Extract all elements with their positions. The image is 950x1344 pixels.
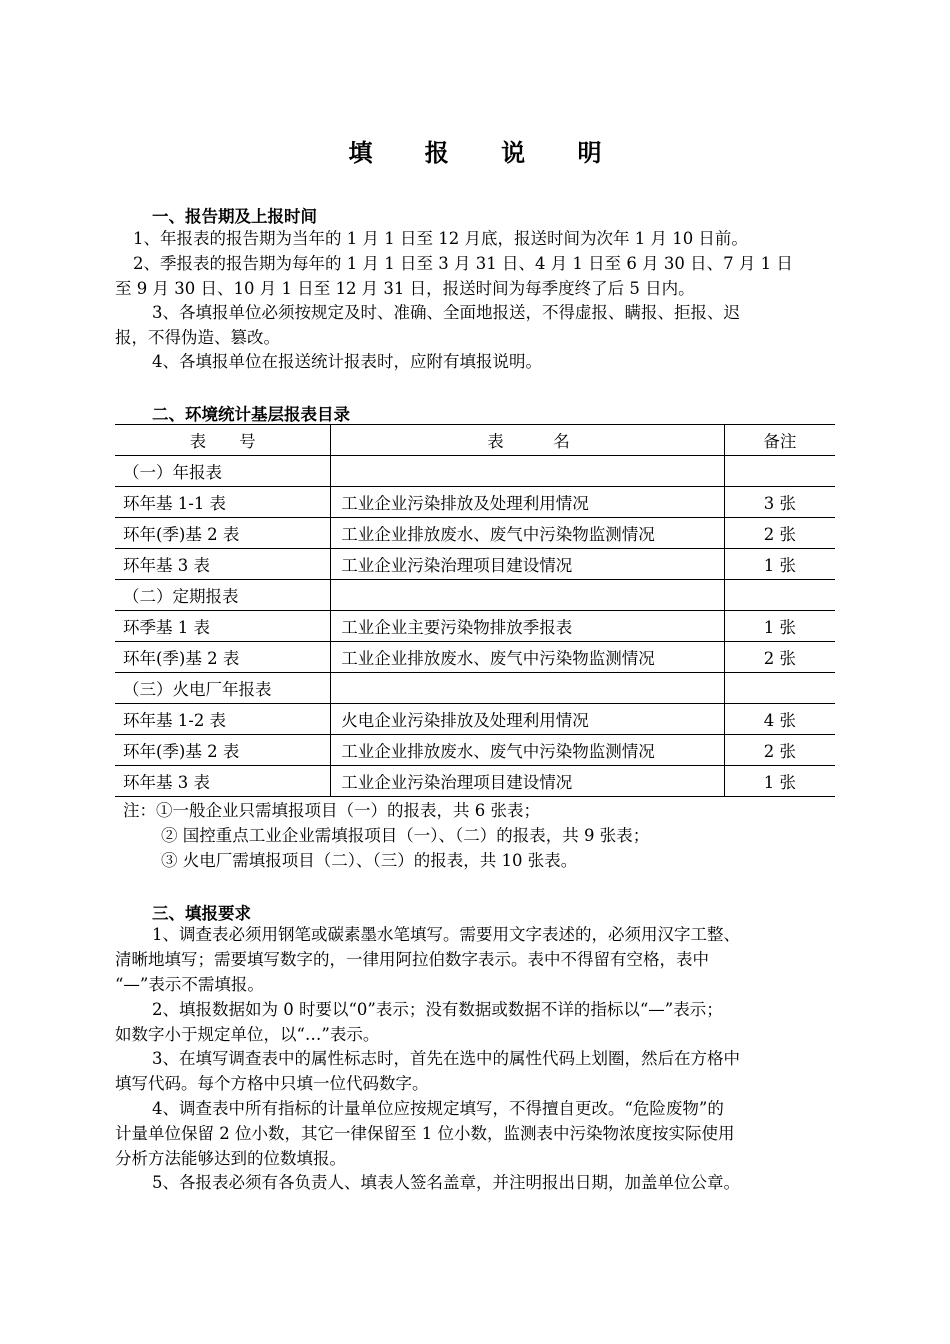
text-line: 3、各填报单位必须按规定及时、准确、全面地报送，不得虚报、瞒报、拒报、迟	[152, 303, 740, 322]
text-line: 清晰地填写；需要填写数字的，一律用阿拉伯数字表示。表中不得留有空格，表中	[115, 950, 709, 969]
section1-item-2	[115, 251, 835, 301]
cell-remark: 2 张	[763, 742, 796, 761]
section3-item-5	[115, 1170, 835, 1195]
cell-form-name: 火电企业污染排放及处理利用情况	[331, 704, 724, 735]
text-line: 如数字小于规定单位，以“…”表示。	[115, 1025, 380, 1044]
table-row	[115, 518, 835, 549]
section1-heading: 一、报告期及上报时间	[152, 207, 317, 226]
cell-form-no: 环年(季)基 2 表	[123, 742, 240, 761]
table-row	[115, 549, 835, 580]
text-line: 1、年报表的报告期为当年的 1 月 1 日至 12 月底，报送时间为次年 1 月 10 日前。	[133, 229, 748, 248]
cell-remark	[724, 673, 835, 704]
section3-heading: 三、填报要求	[152, 904, 251, 923]
table-row	[115, 673, 835, 704]
column-header-form-name: 表 名	[331, 425, 724, 456]
cell-form-name	[331, 580, 724, 611]
cell-form-name: 工业企业污染治理项目建设情况	[331, 549, 724, 580]
table-header-row	[115, 425, 835, 456]
cell-form-name	[331, 456, 724, 487]
cell-remark: 1 张	[763, 773, 796, 792]
cell-form-no: 环年基 3 表	[123, 773, 210, 792]
column-header-form-no: 表 号	[189, 432, 256, 451]
section1-item-1	[115, 226, 835, 251]
text-line: 3、在填写调查表中的属性标志时，首先在选中的属性代码上划圈，然后在方格中	[152, 1049, 740, 1068]
table-row	[115, 487, 835, 518]
text-line: 2、填报数据如为 0 时要以“0”表示；没有数据或数据不详的指标以“—”表示；	[152, 1000, 723, 1019]
cell-form-no: （三）火电厂年报表	[123, 680, 272, 699]
section3-item-1	[115, 922, 835, 997]
text-line: 1、调查表必须用钢笔或碳素墨水笔填写。需要用文字表述的，必须用汉字工整、	[152, 925, 740, 944]
cell-form-no: 环年基 1-1 表	[123, 494, 227, 513]
cell-remark	[724, 456, 835, 487]
cell-form-no: （二）定期报表	[123, 587, 239, 606]
cell-form-no: （一）年报表	[123, 463, 222, 482]
text-line: 5、各报表必须有各负责人、填表人签名盖章，并注明报出日期，加盖单位公章。	[152, 1173, 740, 1192]
text-line: 2、季报表的报告期为每年的 1 月 1 日至 3 月 31 日、4 月 1 日至 6 月 30 日、7 月 1 日	[133, 254, 793, 273]
section3-item-4	[115, 1096, 835, 1171]
section1-item-4	[115, 349, 835, 374]
cell-form-no: 环季基 1 表	[123, 618, 210, 637]
table-row	[115, 735, 835, 766]
section3-item-3	[115, 1046, 835, 1096]
note-line: ③ 火电厂需填报项目（二）、（三）的报表，共 10 张表。	[161, 851, 578, 870]
text-line: 报，不得伪造、篡改。	[115, 328, 280, 347]
text-line: 4、各填报单位在报送统计报表时，应附有填报说明。	[152, 352, 542, 371]
section2-heading: 二、环境统计基层报表目录	[152, 405, 350, 424]
text-line: 填写代码。每个方格中只填一位代码数字。	[115, 1074, 429, 1093]
cell-remark: 4 张	[763, 711, 796, 730]
cell-form-name: 工业企业污染排放及处理利用情况	[331, 487, 724, 518]
table-row	[115, 456, 835, 487]
cell-form-name	[331, 673, 724, 704]
cell-remark: 3 张	[763, 494, 796, 513]
text-line: 计量单位保留 2 位小数，其它一律保留至 1 位小数，监测表中污染物浓度按实际使用	[115, 1124, 735, 1143]
cell-remark: 1 张	[763, 618, 796, 637]
cell-form-no: 环年(季)基 2 表	[123, 525, 240, 544]
table-row	[115, 704, 835, 735]
table-row	[115, 611, 835, 642]
column-header-remark: 备注	[763, 432, 797, 451]
cell-remark: 1 张	[763, 556, 796, 575]
cell-remark: 2 张	[763, 649, 796, 668]
cell-form-no: 环年(季)基 2 表	[123, 649, 240, 668]
text-line: 至 9 月 30 日、10 月 1 日至 12 月 31 日，报送时间为每季度终了后 5 日内。	[115, 279, 695, 298]
note-line: 注：①一般企业只需填报项目（一）的报表，共 6 张表；	[123, 801, 540, 820]
section3-item-2	[115, 997, 835, 1047]
cell-remark	[724, 580, 835, 611]
table-row	[115, 580, 835, 611]
cell-form-name: 工业企业主要污染物排放季报表	[331, 611, 724, 642]
cell-remark: 2 张	[763, 525, 796, 544]
cell-form-name: 工业企业排放废水、废气中污染物监测情况	[331, 735, 724, 766]
report-directory-table	[115, 424, 835, 797]
page-title: 填 报 说 明	[348, 138, 624, 167]
text-line: 分析方法能够达到的位数填报。	[115, 1149, 346, 1168]
cell-form-no: 环年基 3 表	[123, 556, 210, 575]
cell-form-no: 环年基 1-2 表	[123, 711, 227, 730]
table-notes	[115, 798, 649, 873]
cell-form-name: 工业企业排放废水、废气中污染物监测情况	[331, 518, 724, 549]
cell-form-name: 工业企业污染治理项目建设情况	[331, 766, 724, 797]
table-row	[115, 642, 835, 673]
section1-item-3	[115, 300, 835, 350]
text-line: 4、调查表中所有指标的计量单位应按规定填写，不得擅自更改。“危险废物”的	[152, 1099, 724, 1118]
text-line: “—”表示不需填报。	[115, 975, 264, 994]
note-line: ② 国控重点工业企业需填报项目（一）、（二）的报表，共 9 张表；	[161, 826, 650, 845]
cell-form-name: 工业企业排放废水、废气中污染物监测情况	[331, 642, 724, 673]
table-row	[115, 766, 835, 797]
